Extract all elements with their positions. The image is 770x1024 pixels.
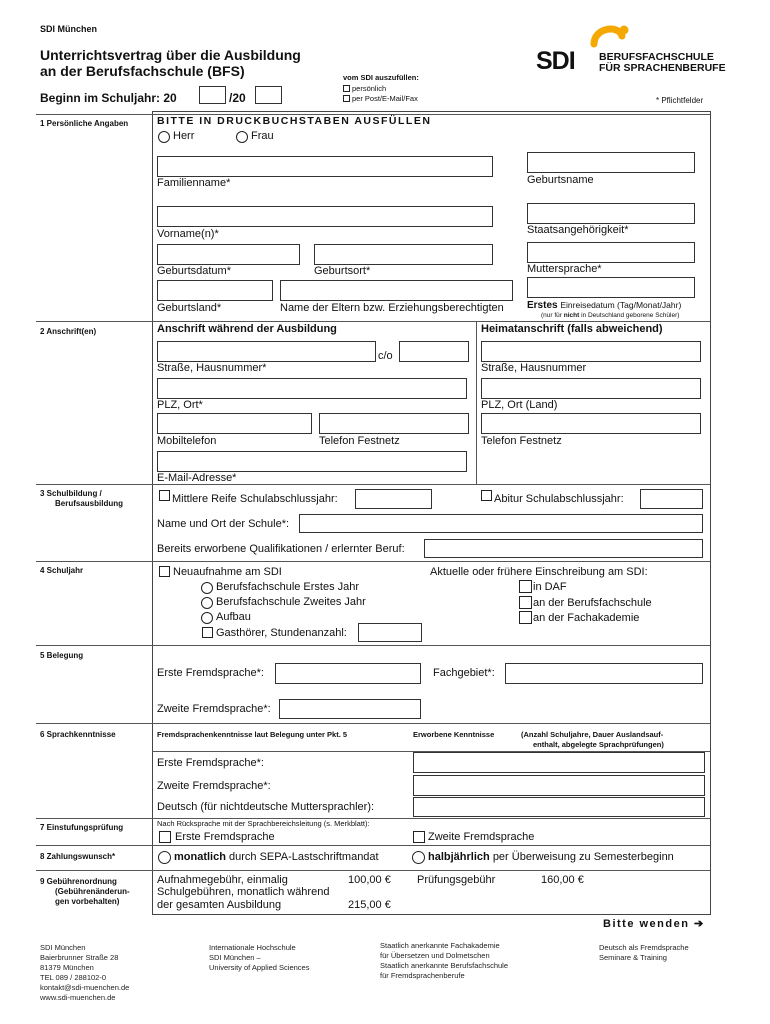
tuition-label-1: Schulgebühren, monatlich während <box>157 886 330 898</box>
section-9-label-3: gen vorbehalten) <box>55 897 120 906</box>
birth-country-label: Geburtsland* <box>157 302 222 314</box>
birth-name-label: Geburtsname <box>527 174 594 186</box>
bfs-year1-radio[interactable] <box>201 582 213 594</box>
turn-page-note: Bitte wenden ➔ <box>603 918 705 930</box>
email-label: E-Mail-Adresse* <box>157 472 237 484</box>
landline-label: Telefon Festnetz <box>319 435 400 447</box>
office-post-checkbox[interactable] <box>343 95 350 102</box>
mobile-label: Mobiltelefon <box>157 435 217 447</box>
school-name-label: Name und Ort der Schule*: <box>157 518 290 530</box>
co-input[interactable] <box>399 341 469 362</box>
section-3-label-1: 3 Schulbildung / <box>40 489 102 498</box>
bfs-year1-label: Berufsfachschule Erstes Jahr <box>216 581 360 593</box>
logo-text: SDI <box>536 47 575 75</box>
salutation-ms-label: Frau <box>251 130 274 142</box>
zip-city-label: PLZ, Ort* <box>157 399 203 411</box>
in-daf-label: in DAF <box>533 581 567 593</box>
monthly-payment-label: monatlich durch SEPA-Lastschriftmandat <box>174 851 379 863</box>
guest-hours-input[interactable] <box>358 623 422 642</box>
bfs-year2-radio[interactable] <box>201 597 213 609</box>
at-bfs-label: an der Berufsfachschule <box>533 597 652 609</box>
subject-area-label: Fachgebiet*: <box>433 667 495 679</box>
home-zip-city-label: PLZ, Ort (Land) <box>481 399 558 411</box>
halfyear-payment-label: halbjährlich per Überweisung zu Semesterbeginn <box>428 851 674 863</box>
home-landline-input[interactable] <box>481 413 701 434</box>
parents-name-label: Name der Eltern bzw. Erziehungsberechtigten <box>280 302 504 314</box>
office-use-label: vom SDI auszufüllen: <box>343 73 419 82</box>
logo-line1: BERUFSFACHSCHULE <box>599 51 714 63</box>
logo-swoosh-icon <box>594 29 622 44</box>
entry-date-input[interactable] <box>527 277 695 298</box>
admission-fee-label: Aufnahmegebühr, einmalig <box>157 874 288 886</box>
birth-date-input[interactable] <box>157 244 300 265</box>
sec7-second-language-checkbox[interactable] <box>413 831 425 843</box>
qualifications-label: Bereits erworbene Qualifikationen / erlernter Beruf: <box>157 543 405 555</box>
sec6-german-label: Deutsch (für nichtdeutsche Muttersprachler): <box>157 801 375 813</box>
aufbau-label: Aufbau <box>216 611 251 623</box>
abitur-label: Abitur Schulabschlussjahr: <box>494 493 624 505</box>
bfs-year2-label: Berufsfachschule Zweites Jahr <box>216 596 366 608</box>
form-title-line2: an der Berufsfachschule (BFS) <box>40 63 245 79</box>
section-1-label: 1 Persönliche Angaben <box>40 119 129 128</box>
tuition-label-2: der gesamten Ausbildung <box>157 899 282 911</box>
at-academy-checkbox[interactable] <box>519 611 532 624</box>
home-zip-city-input[interactable] <box>481 378 701 399</box>
section-8-label: 8 Zahlungswunsch* <box>40 852 116 861</box>
section-3-label-2: Berufsausbildung <box>55 499 124 508</box>
section-5-label: 5 Belegung <box>40 651 84 660</box>
address-home-heading: Heimatanschrift (falls abweichend) <box>481 323 663 335</box>
guest-checkbox[interactable] <box>202 627 213 638</box>
birth-date-label: Geburtsdatum* <box>157 265 231 277</box>
footer-daf: Deutsch als Fremdsprache Seminare & Training <box>599 943 689 962</box>
sec7-second-language-label: Zweite Fremdsprache <box>428 831 535 843</box>
section-6-label: 6 Sprachkenntnisse <box>40 730 116 739</box>
second-language-input[interactable] <box>279 699 421 719</box>
home-street-input[interactable] <box>481 341 701 362</box>
mittlere-reife-checkbox[interactable] <box>159 490 170 501</box>
logo-dot-icon <box>620 26 629 35</box>
abitur-year-input[interactable] <box>640 489 703 509</box>
subject-area-input[interactable] <box>505 663 703 684</box>
school-year-label: Beginn im Schuljahr: 20 <box>40 91 177 105</box>
salutation-ms-radio[interactable] <box>236 131 248 143</box>
new-admission-label: Neuaufnahme am SDI <box>173 566 282 578</box>
home-landline-label: Telefon Festnetz <box>481 435 562 447</box>
sec7-first-language-label: Erste Fremdsprache <box>175 831 275 843</box>
zip-city-input[interactable] <box>157 378 467 399</box>
birth-place-label: Geburtsort* <box>314 265 371 277</box>
sec6-col3-heading-1: (Anzahl Schuljahre, Dauer Auslandsauf- <box>521 730 664 739</box>
tuition-amount: 215,00 € <box>348 899 391 911</box>
qualifications-input[interactable] <box>424 539 703 558</box>
salutation-mr-label: Herr <box>173 130 195 142</box>
sec6-first-language-label: Erste Fremdsprache*: <box>157 757 264 769</box>
at-academy-label: an der Fachakademie <box>533 612 640 624</box>
family-name-input[interactable] <box>157 156 493 177</box>
address-training-heading: Anschrift während der Ausbildung <box>157 323 337 335</box>
nationality-label: Staatsangehörigkeit* <box>527 224 629 236</box>
form-title-line1: Unterrichtsvertrag über die Ausbildung <box>40 47 301 63</box>
office-post-label: per Post/E-Mail/Fax <box>352 94 418 103</box>
at-bfs-checkbox[interactable] <box>519 596 532 609</box>
section-2-label: 2 Anschrift(en) <box>40 327 97 336</box>
halfyear-payment-radio[interactable] <box>412 851 425 864</box>
section-4-label: 4 Schuljahr <box>40 566 84 575</box>
family-name-label: Familienname* <box>157 177 231 189</box>
exam-fee-amount: 160,00 € <box>541 874 584 886</box>
co-label: c/o <box>378 350 393 362</box>
in-daf-checkbox[interactable] <box>519 580 532 593</box>
mother-tongue-label: Muttersprache* <box>527 263 602 275</box>
sec6-second-language-label: Zweite Fremdsprache*: <box>157 780 271 792</box>
first-language-label: Erste Fremdsprache*: <box>157 667 264 679</box>
salutation-mr-radio[interactable] <box>158 131 170 143</box>
mittlere-reife-year-input[interactable] <box>355 489 432 509</box>
sec6-col2-heading: Erworbene Kenntnisse <box>413 730 495 739</box>
street-input[interactable] <box>157 341 376 362</box>
birth-name-input[interactable] <box>527 152 695 173</box>
sec6-col1-heading: Fremdsprachenkenntnisse laut Belegung unter Pkt. 5 <box>157 730 348 739</box>
org-name: SDI München <box>40 24 98 34</box>
admission-fee-amount: 100,00 € <box>348 874 391 886</box>
parents-name-input[interactable] <box>280 280 513 301</box>
new-admission-checkbox[interactable] <box>159 566 170 577</box>
logo-line2: FÜR SPRACHENBERUFE <box>599 62 726 74</box>
entry-date-note: (nur für nicht in Deutschland geborene Schüler) <box>541 312 680 319</box>
school-name-input[interactable] <box>299 514 703 533</box>
school-year-start-input[interactable] <box>199 86 226 104</box>
arrow-right-icon: ➔ <box>694 918 705 930</box>
section-7-label: 7 Einstufungsprüfung <box>40 823 124 832</box>
landline-input[interactable] <box>319 413 469 434</box>
school-year-end-input[interactable] <box>255 86 282 104</box>
guest-label: Gasthörer, Stundenanzahl: <box>216 627 347 639</box>
mobile-input[interactable] <box>157 413 312 434</box>
required-note: * Pflichtfelder <box>656 96 704 105</box>
first-names-label: Vorname(n)* <box>157 228 219 240</box>
exam-fee-label: Prüfungsgebühr <box>417 874 496 886</box>
monthly-payment-radio[interactable] <box>158 851 171 864</box>
sec6-second-language-input[interactable] <box>413 775 705 796</box>
entry-date-label: Erstes Einreisedatum (Tag/Monat/Jahr) <box>527 300 682 311</box>
email-input[interactable] <box>157 451 467 472</box>
sec7-note: Nach Rücksprache mit der Sprachbereichsleitung (s. Merkblatt): <box>157 819 370 828</box>
school-year-sep: /20 <box>229 91 246 105</box>
first-names-input[interactable] <box>157 206 493 227</box>
street-label: Straße, Hausnummer* <box>157 362 267 374</box>
birth-place-input[interactable] <box>314 244 493 265</box>
footer-address: SDI München Baierbrunner Straße 28 81379 München TEL 089 / 288102-0 kontakt@sdi-muenchen.de www.sdi-muenchen.de <box>40 943 130 1002</box>
sec7-first-language-checkbox[interactable] <box>159 831 171 843</box>
sec6-col3-heading-2: enthalt, abgelegte Sprachprüfungen) <box>533 740 664 749</box>
first-language-input[interactable] <box>275 663 421 684</box>
footer-academy: Staatlich anerkannte Fachakademie für Übersetzen und Dolmetschen Staatlich anerkannte Berufsfachschule für Fremdsprachenberufe <box>380 941 508 980</box>
abitur-checkbox[interactable] <box>481 490 492 501</box>
aufbau-radio[interactable] <box>201 612 213 624</box>
office-personal-label: persönlich <box>352 84 387 93</box>
birth-country-input[interactable] <box>157 280 273 301</box>
current-enrollment-label: Aktuelle oder frühere Einschreibung am SDI: <box>430 566 648 578</box>
sec6-german-input[interactable] <box>413 797 705 817</box>
home-street-label: Straße, Hausnummer <box>481 362 587 374</box>
office-personal-checkbox[interactable] <box>343 85 350 92</box>
sec6-first-language-input[interactable] <box>413 752 705 773</box>
section-9-label-1: 9 Gebührenordnung <box>40 877 117 886</box>
footer-university: Internationale Hochschule SDI München – University of Applied Sciences <box>209 943 310 972</box>
mittlere-reife-label: Mittlere Reife Schulabschlussjahr: <box>172 493 338 505</box>
section-9-label-2: (Gebührenänderun- <box>55 887 130 896</box>
mother-tongue-input[interactable] <box>527 242 695 263</box>
print-instruction: BITTE IN DRUCKBUCHSTABEN AUSFÜLLEN <box>157 115 432 127</box>
second-language-label: Zweite Fremdsprache*: <box>157 703 271 715</box>
nationality-input[interactable] <box>527 203 695 224</box>
